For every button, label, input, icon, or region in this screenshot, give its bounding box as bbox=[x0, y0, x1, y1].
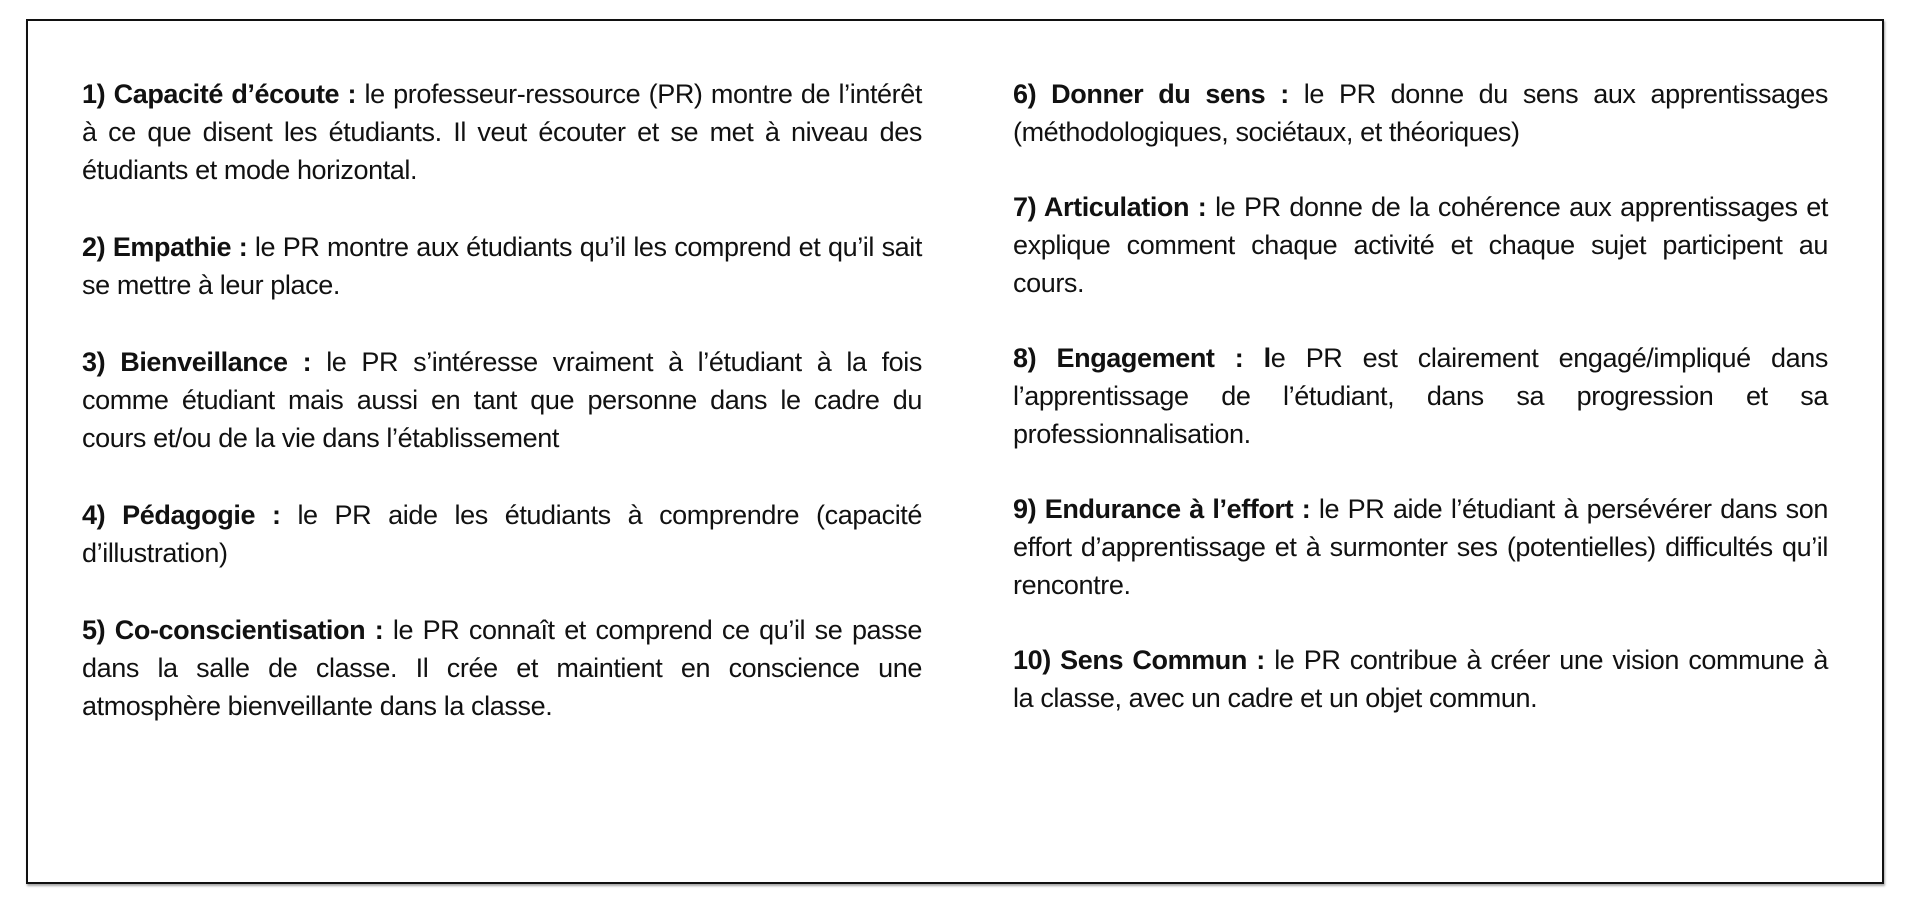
criterion-name: Pédagogie : bbox=[122, 500, 281, 530]
criterion-title bbox=[1013, 494, 1310, 524]
criteria-box bbox=[26, 19, 1884, 884]
criterion-title bbox=[82, 615, 383, 645]
criterion-description: le professeur-ressource (PR) montre de l’intérêt à ce que disent les étudiants. Il veut écouter et se met à niveau des étudiants et mode horizontal. bbox=[82, 79, 922, 185]
criterion-name: Engagement : l bbox=[1056, 343, 1271, 373]
criterion-description: le PR connaît et comprend ce qu’il se passe dans la salle de classe. Il crée et maintient en conscience une atmosphère bienveillante dans la classe. bbox=[82, 615, 922, 721]
criterion-number: 8) bbox=[1013, 343, 1037, 373]
criterion-title bbox=[82, 347, 311, 377]
criterion-title bbox=[1013, 645, 1265, 675]
criterion-name: Endurance à l’effort : bbox=[1044, 494, 1311, 524]
criterion-number: 4) bbox=[82, 500, 106, 530]
criterion-name: Donner du sens : bbox=[1051, 79, 1289, 109]
criterion-description: le PR montre aux étudiants qu’il les comprend et qu’il sait se mettre à leur place. bbox=[82, 232, 922, 300]
criterion-4 bbox=[82, 496, 922, 572]
criterion-number: 6) bbox=[1013, 79, 1037, 109]
criterion-name: Sens Commun : bbox=[1060, 645, 1265, 675]
criterion-description: le PR donne de la cohérence aux apprentissages et explique comment chaque activité et chaque sujet participent au cours. bbox=[1013, 192, 1828, 298]
criterion-description: le PR donne du sens aux apprentissages (méthodologiques, sociétaux, et théoriques) bbox=[1013, 79, 1828, 147]
criterion-title bbox=[1013, 192, 1206, 222]
criterion-description: le PR aide l’étudiant à persévérer dans son effort d’apprentissage et à surmonter ses (potentielles) difficultés qu’il rencontre. bbox=[1013, 494, 1829, 600]
criterion-name: Empathie : bbox=[112, 232, 248, 262]
criterion-title bbox=[82, 500, 281, 530]
criterion-name: Capacité d’écoute : bbox=[113, 79, 357, 109]
criterion-title bbox=[1013, 343, 1271, 373]
right-column bbox=[1013, 75, 1828, 754]
criterion-description: e PR est clairement engagé/impliqué dans l’apprentissage de l’étudiant, dans sa progression et sa professionnalisation. bbox=[1013, 343, 1828, 449]
criterion-name: Bienveillance : bbox=[120, 347, 312, 377]
criterion-title bbox=[82, 232, 247, 262]
criterion-title bbox=[1013, 79, 1289, 109]
criterion-number: 1) bbox=[82, 79, 106, 109]
criterion-9 bbox=[1013, 490, 1828, 604]
criterion-description: le PR s’intéresse vraiment à l’étudiant à la fois comme étudiant mais aussi en tant que personne dans le cadre du cours et/ou de la vie dans l’établissement bbox=[82, 347, 922, 453]
criterion-description: le PR contribue à créer une vision commune à la classe, avec un cadre et un objet commun. bbox=[1013, 645, 1828, 713]
criterion-6 bbox=[1013, 75, 1828, 151]
criterion-number: 3) bbox=[82, 347, 106, 377]
criterion-8 bbox=[1013, 339, 1828, 453]
criterion-number: 5) bbox=[82, 615, 106, 645]
criterion-name: Articulation : bbox=[1043, 192, 1207, 222]
criterion-10 bbox=[1013, 641, 1828, 717]
criterion-number: 10) bbox=[1013, 645, 1051, 675]
criterion-name: Co-conscientisation : bbox=[114, 615, 384, 645]
left-column bbox=[82, 75, 922, 764]
criterion-3 bbox=[82, 343, 922, 457]
criterion-number: 2) bbox=[82, 232, 106, 262]
criterion-2 bbox=[82, 228, 922, 304]
criterion-number: 9) bbox=[1013, 494, 1037, 524]
criterion-description: le PR aide les étudiants à comprendre (capacité d’illustration) bbox=[82, 500, 923, 568]
criterion-number: 7) bbox=[1013, 192, 1037, 222]
criterion-1 bbox=[82, 75, 922, 189]
criterion-5 bbox=[82, 611, 922, 725]
criterion-7 bbox=[1013, 188, 1828, 302]
criterion-title bbox=[82, 79, 356, 109]
